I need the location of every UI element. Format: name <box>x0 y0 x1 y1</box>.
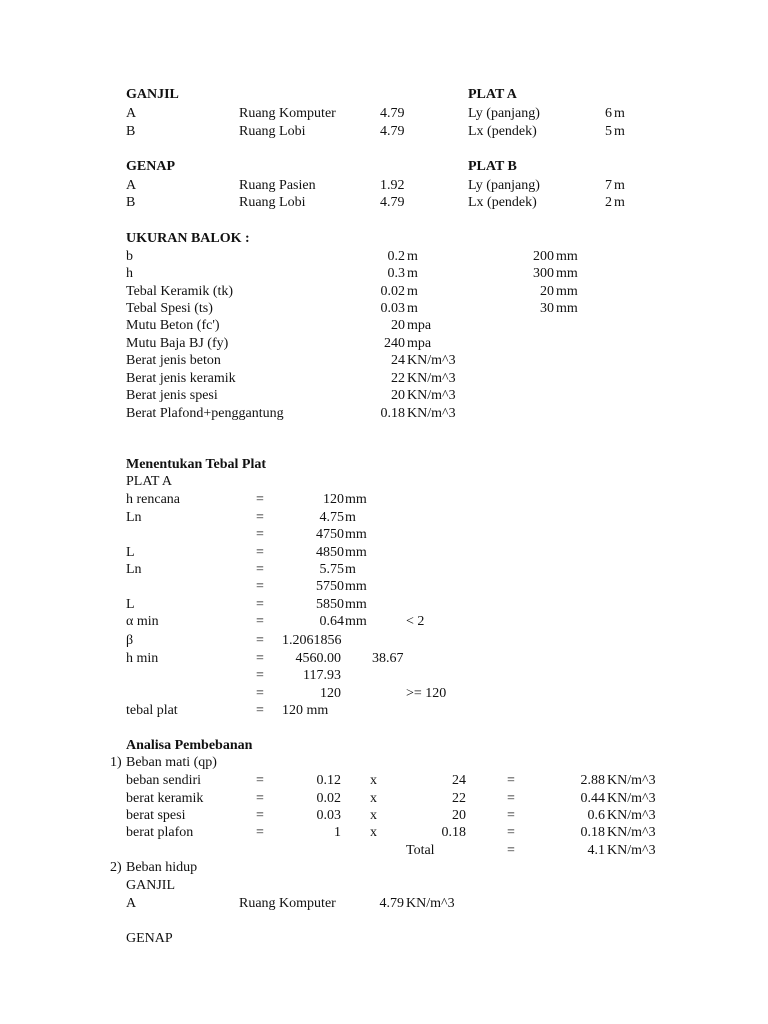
balok-label: Tebal Spesi (ts) <box>126 301 213 316</box>
balok-unit: mpa <box>407 336 432 351</box>
balok-value: 0.2 <box>387 249 405 264</box>
balok-value: 0.3 <box>387 266 405 281</box>
ganjil-b-value: 4.79 <box>380 124 405 139</box>
beta-equals: = <box>256 633 264 648</box>
balok-label: b <box>126 249 133 264</box>
tebal-value: 5.75 <box>319 562 344 577</box>
beban-equals: = <box>256 825 264 840</box>
balok-unit: mpa <box>407 318 432 333</box>
hidup-ganjil-label: GANJIL <box>126 878 175 893</box>
beban-result: 2.88 <box>580 773 605 788</box>
beban-operator: x <box>370 791 377 806</box>
tebal-equals: = <box>256 562 264 577</box>
plat-a-heading: PLAT A <box>468 87 517 102</box>
ganjil-a-value: 4.79 <box>380 106 405 121</box>
balok-value-mm: 30 <box>540 301 554 316</box>
balok-label: Tebal Keramik (tk) <box>126 284 234 299</box>
balok-label: Berat jenis keramik <box>126 371 236 386</box>
balok-unit-mm: mm <box>556 284 578 299</box>
hidup-row-code: A <box>126 896 137 911</box>
ganjil-b-name: Ruang Lobi <box>239 124 306 139</box>
beban-unit: KN/m^3 <box>607 791 656 806</box>
balok-unit: KN/m^3 <box>407 388 456 403</box>
plat-a-lx-label: Lx (pendek) <box>468 124 537 139</box>
beban-operator: x <box>370 808 377 823</box>
tebal-value: 5750 <box>316 579 344 594</box>
balok-heading: UKURAN BALOK : <box>126 231 250 246</box>
tebal-equals: = <box>256 579 264 594</box>
hidup-row-value: 4.79 <box>379 896 404 911</box>
beban-result: 0.6 <box>587 808 605 823</box>
hmin-value: 117.93 <box>303 668 341 683</box>
hmin-equals: = <box>256 668 264 683</box>
balok-unit: KN/m^3 <box>407 353 456 368</box>
beban-hidup-title: Beban hidup <box>126 860 198 875</box>
tebal-unit: mm <box>345 614 367 629</box>
beban-result: 0.44 <box>580 791 605 806</box>
balok-unit-mm: mm <box>556 249 578 264</box>
balok-value: 0.03 <box>380 301 405 316</box>
genap-a-value: 1.92 <box>380 178 405 193</box>
tebal-label: Ln <box>126 562 142 577</box>
beban-result: 0.18 <box>580 825 605 840</box>
beban-label: beban sendiri <box>126 773 202 788</box>
genap-heading: GENAP <box>126 159 175 174</box>
tebal-heading: Menentukan Tebal Plat <box>126 457 267 472</box>
tebal-value: 4850 <box>316 545 344 560</box>
beban-equals-2: = <box>507 791 515 806</box>
hidup-genap-label: GENAP <box>126 931 173 946</box>
beban-factor-b: 0.18 <box>441 825 466 840</box>
tebal-plat-value: 120 mm <box>282 703 329 718</box>
beban-mati-title: Beban mati (qp) <box>126 755 217 770</box>
beban-equals-2: = <box>507 808 515 823</box>
beban-factor-b: 22 <box>452 791 466 806</box>
tebal-extra: < 2 <box>406 614 425 629</box>
total-unit: KN/m^3 <box>607 843 656 858</box>
tebal-equals: = <box>256 597 264 612</box>
beban-factor-a: 0.12 <box>316 773 341 788</box>
beban-equals-2: = <box>507 773 515 788</box>
beban-label: berat spesi <box>126 808 186 823</box>
total-value: 4.1 <box>587 843 605 858</box>
beban-equals: = <box>256 808 264 823</box>
beban-equals: = <box>256 773 264 788</box>
balok-value-mm: 200 <box>533 249 554 264</box>
plat-b-lx-label: Lx (pendek) <box>468 195 537 210</box>
ganjil-a-code: A <box>126 106 137 121</box>
balok-label: Berat Plafond+penggantung <box>126 406 284 421</box>
total-label: Total <box>406 843 435 858</box>
balok-value: 0.18 <box>380 406 405 421</box>
balok-value: 20 <box>391 318 405 333</box>
beban-factor-b: 24 <box>452 773 466 788</box>
beban-mati-number: 1) <box>110 755 122 770</box>
beta-value: 1.2061856 <box>282 633 342 648</box>
hmin-value: 4560.00 <box>295 651 341 666</box>
balok-value: 24 <box>391 353 405 368</box>
genap-a-code: A <box>126 178 137 193</box>
ganjil-b-code: B <box>126 124 136 139</box>
beban-factor-a: 1 <box>334 825 341 840</box>
tebal-label: α min <box>126 614 159 629</box>
tebal-value: 4750 <box>316 527 344 542</box>
beban-factor-b: 20 <box>452 808 466 823</box>
tebal-plat-equals: = <box>256 703 264 718</box>
balok-label: Berat jenis spesi <box>126 388 218 403</box>
balok-label: Mutu Baja BJ (fy) <box>126 336 229 351</box>
tebal-equals: = <box>256 614 264 629</box>
balok-value: 240 <box>384 336 405 351</box>
plat-b-lx-value: 2 <box>605 195 612 210</box>
analisa-heading: Analisa Pembebanan <box>126 738 253 753</box>
tebal-value: 4.75 <box>319 510 344 525</box>
hmin-equals: = <box>256 651 264 666</box>
balok-value: 0.02 <box>380 284 405 299</box>
tebal-equals: = <box>256 527 264 542</box>
hmin-equals: = <box>256 686 264 701</box>
plat-a-ly-unit: m <box>614 106 625 121</box>
beban-operator: x <box>370 773 377 788</box>
tebal-plat-label: tebal plat <box>126 703 178 718</box>
beban-equals-2: = <box>507 825 515 840</box>
hmin-label: h min <box>126 651 159 666</box>
balok-value-mm: 20 <box>540 284 554 299</box>
tebal-subheading: PLAT A <box>126 474 173 489</box>
tebal-label: h rencana <box>126 492 181 507</box>
beban-unit: KN/m^3 <box>607 773 656 788</box>
genap-b-name: Ruang Lobi <box>239 195 306 210</box>
tebal-value: 0.64 <box>319 614 344 629</box>
beta-label: β <box>126 633 134 648</box>
plat-a-ly-label: Ly (panjang) <box>468 106 540 121</box>
balok-value: 22 <box>391 371 405 386</box>
balok-unit: m <box>407 301 418 316</box>
tebal-value: 120 <box>323 492 344 507</box>
plat-b-heading: PLAT B <box>468 159 517 174</box>
tebal-unit: mm <box>345 579 367 594</box>
total-equals: = <box>507 843 515 858</box>
tebal-unit: mm <box>345 545 367 560</box>
beban-label: berat keramik <box>126 791 204 806</box>
genap-b-value: 4.79 <box>380 195 405 210</box>
plat-b-lx-unit: m <box>614 195 625 210</box>
tebal-equals: = <box>256 510 264 525</box>
beban-unit: KN/m^3 <box>607 808 656 823</box>
balok-label: h <box>126 266 133 281</box>
beban-factor-a: 0.02 <box>316 791 341 806</box>
balok-unit: KN/m^3 <box>407 406 456 421</box>
tebal-label: L <box>126 545 135 560</box>
hidup-row-unit: KN/m^3 <box>406 896 455 911</box>
tebal-unit: mm <box>345 597 367 612</box>
plat-a-lx-unit: m <box>614 124 625 139</box>
balok-label: Berat jenis beton <box>126 353 221 368</box>
beban-unit: KN/m^3 <box>607 825 656 840</box>
balok-unit: KN/m^3 <box>407 371 456 386</box>
hmin-extra: >= 120 <box>406 686 447 701</box>
tebal-label: L <box>126 597 135 612</box>
genap-b-code: B <box>126 195 136 210</box>
hmin-extra: 38.67 <box>372 651 404 666</box>
tebal-unit: mm <box>345 527 367 542</box>
beban-operator: x <box>370 825 377 840</box>
ganjil-heading: GANJIL <box>126 87 179 102</box>
plat-b-ly-label: Ly (panjang) <box>468 178 540 193</box>
hidup-row-name: Ruang Komputer <box>239 896 336 911</box>
ganjil-a-name: Ruang Komputer <box>239 106 336 121</box>
balok-value: 20 <box>391 388 405 403</box>
tebal-equals: = <box>256 545 264 560</box>
tebal-unit: m <box>345 562 356 577</box>
tebal-unit: mm <box>345 492 367 507</box>
beban-factor-a: 0.03 <box>316 808 341 823</box>
beban-label: berat plafon <box>126 825 194 840</box>
plat-b-ly-value: 7 <box>605 178 612 193</box>
balok-unit-mm: mm <box>556 301 578 316</box>
tebal-label: Ln <box>126 510 142 525</box>
plat-b-ly-unit: m <box>614 178 625 193</box>
balok-unit: m <box>407 249 418 264</box>
tebal-equals: = <box>256 492 264 507</box>
genap-a-name: Ruang Pasien <box>239 178 316 193</box>
beban-hidup-number: 2) <box>110 860 122 875</box>
balok-unit: m <box>407 284 418 299</box>
balok-label: Mutu Beton (fc') <box>126 318 220 333</box>
tebal-unit: m <box>345 510 356 525</box>
plat-a-lx-value: 5 <box>605 124 612 139</box>
balok-unit-mm: mm <box>556 266 578 281</box>
tebal-value: 5850 <box>316 597 344 612</box>
hmin-value: 120 <box>320 686 341 701</box>
plat-a-ly-value: 6 <box>605 106 612 121</box>
beban-equals: = <box>256 791 264 806</box>
balok-value-mm: 300 <box>533 266 554 281</box>
balok-unit: m <box>407 266 418 281</box>
